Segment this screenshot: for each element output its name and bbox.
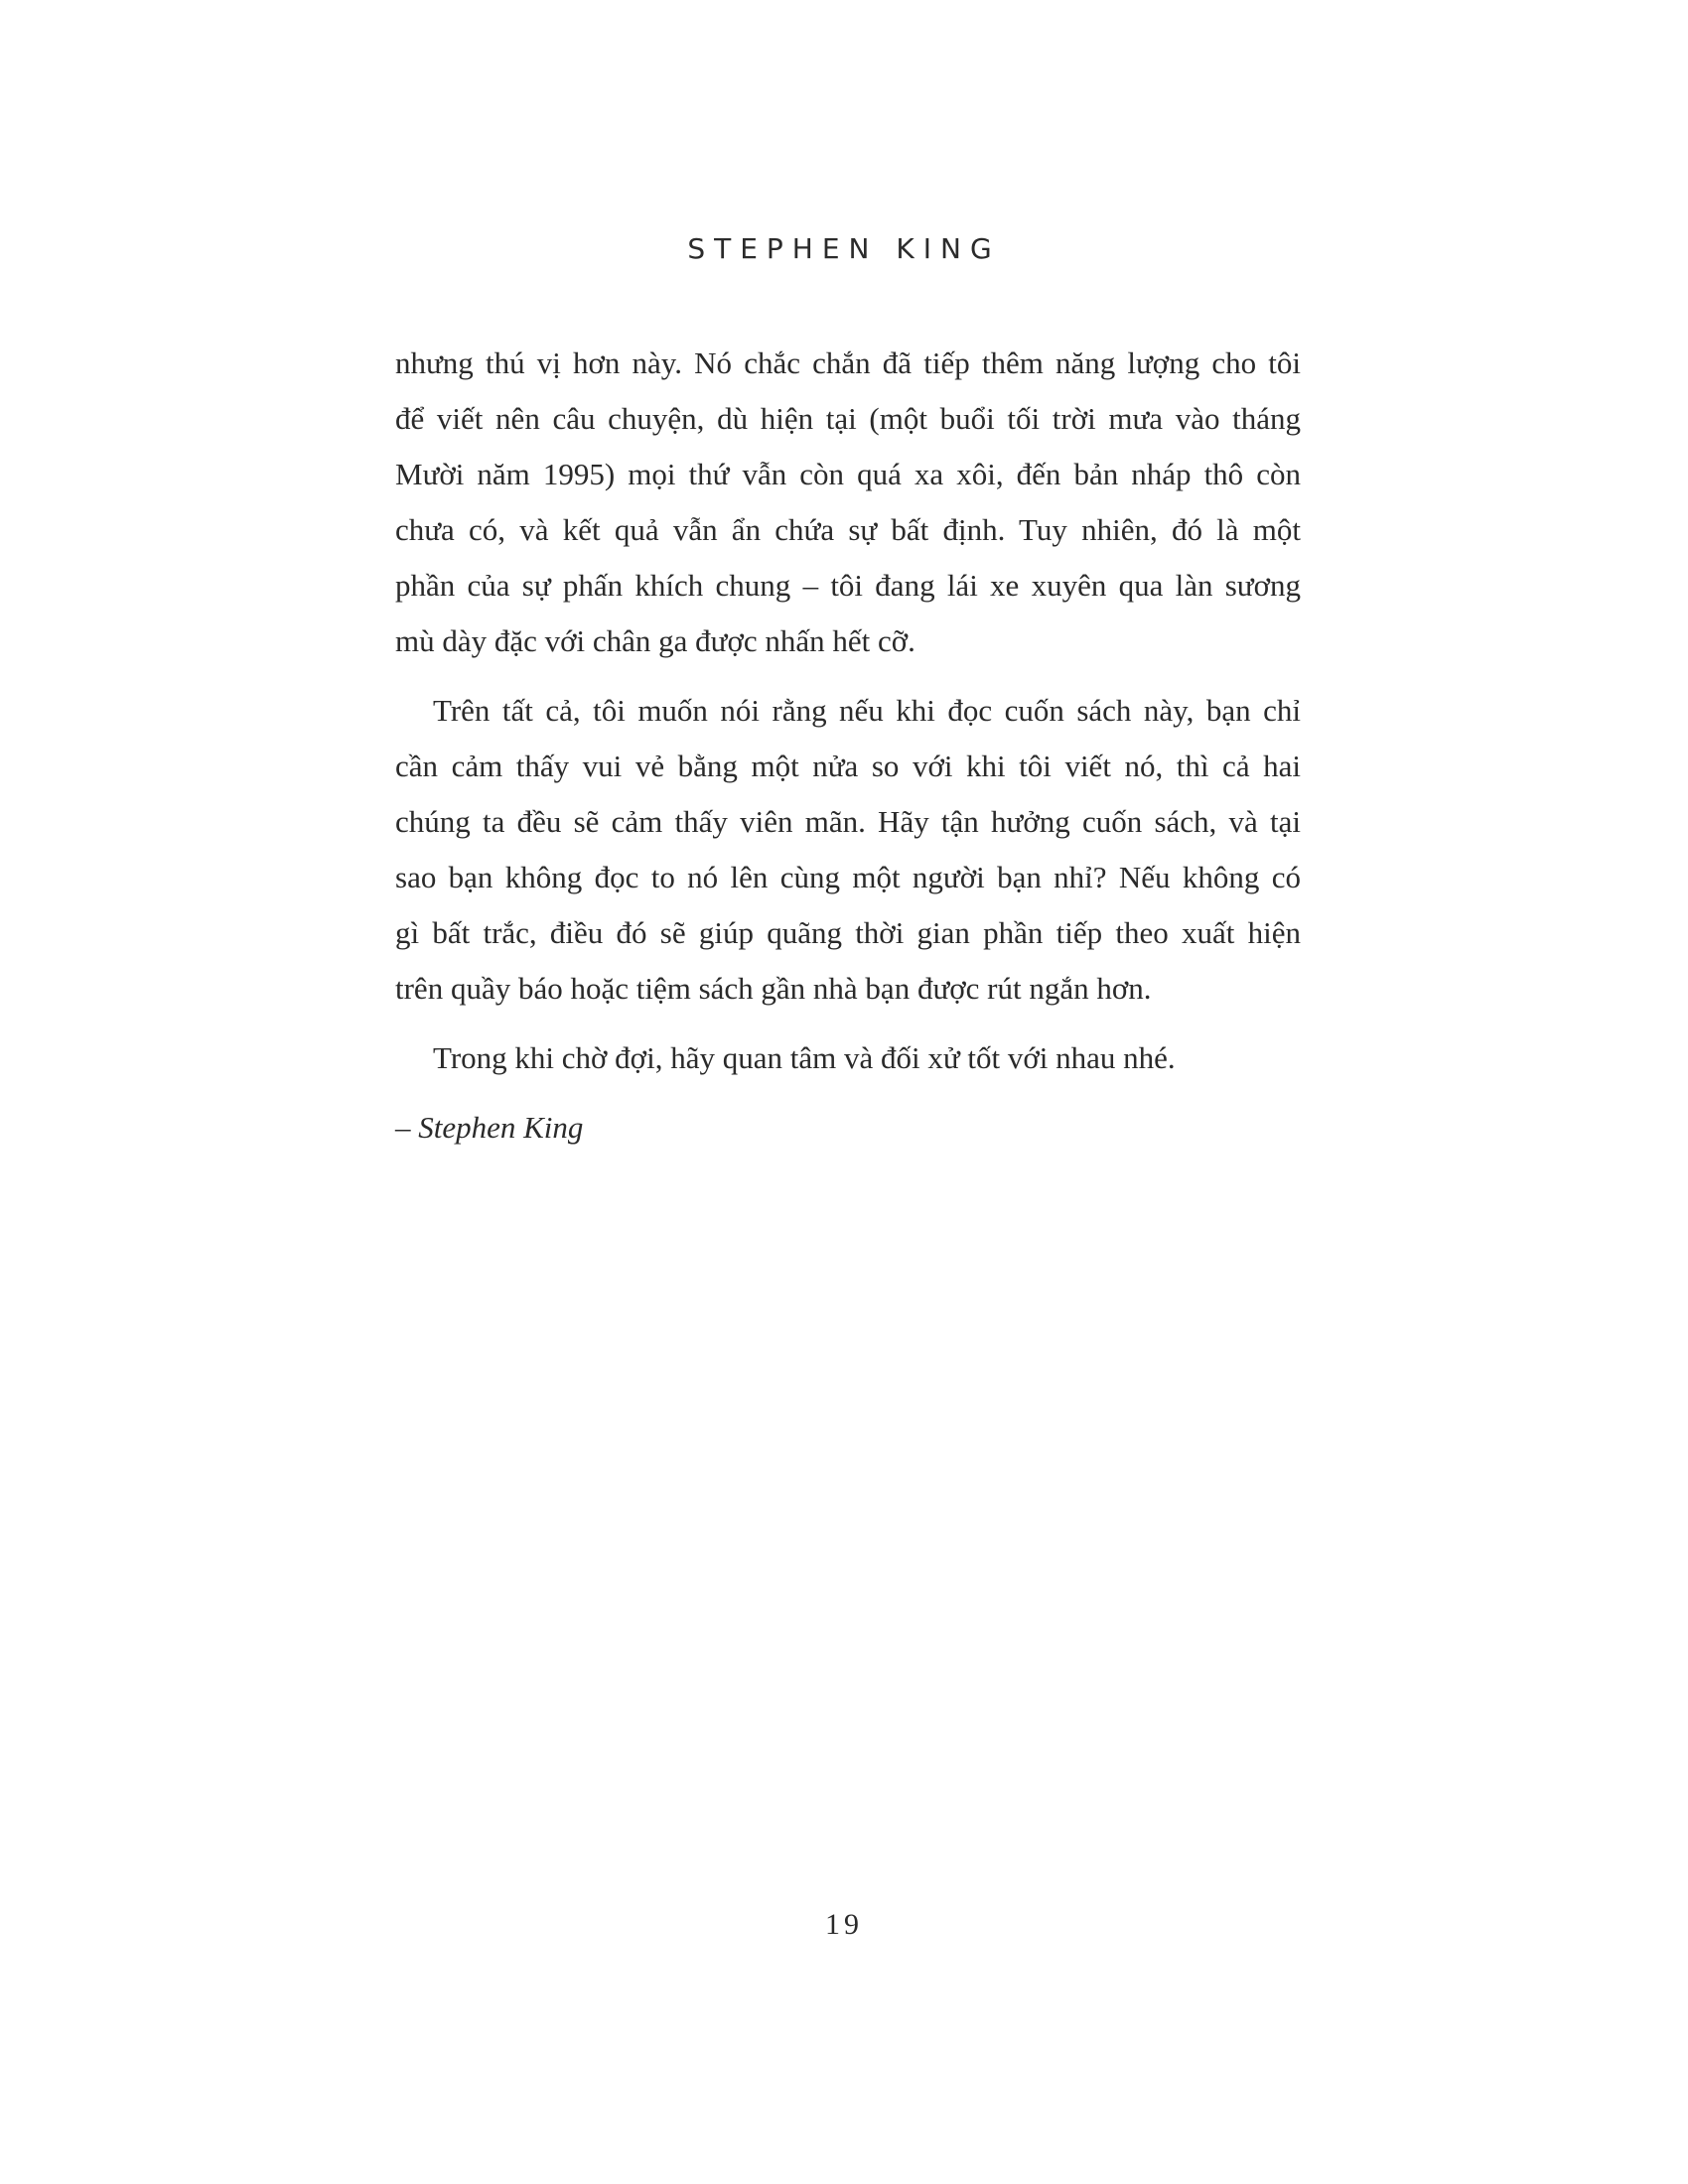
text-line: Trong khi chờ đợi, hãy quan tâm và đối xử tốt với nhau nhé.	[433, 1040, 1176, 1075]
text-line: trên quầy báo hoặc tiệm sách gần nhà bạn được rút ngắn hơn.	[395, 971, 1152, 1006]
text-line: gì bất trắc, điều đó sẽ giúp quãng thời gian phần tiếp theo xuất hiện	[395, 915, 1301, 950]
body-text	[395, 336, 1301, 1156]
page-number: 19	[825, 1908, 863, 1941]
text-line: chưa có, và kết quả vẫn ẩn chứa sự bất định. Tuy nhiên, đó là một	[395, 512, 1301, 547]
text-line: sao bạn không đọc to nó lên cùng một người bạn nhỉ? Nếu không có	[395, 860, 1301, 894]
paragraph-1	[395, 336, 1301, 669]
text-line: phần của sự phấn khích chung – tôi đang lái xe xuyên qua làn sương	[395, 568, 1301, 603]
text-line: mù dày đặc với chân ga được nhấn hết cỡ.	[395, 623, 915, 658]
text-line: để viết nên câu chuyện, dù hiện tại (một buổi tối trời mưa vào tháng	[395, 401, 1301, 436]
signature: – Stephen King	[395, 1110, 584, 1145]
running-header: STEPHEN KING	[687, 232, 1001, 265]
text-line: chúng ta đều sẽ cảm thấy viên mãn. Hãy tận hưởng cuốn sách, và tại	[395, 804, 1301, 839]
text-line: nhưng thú vị hơn này. Nó chắc chắn đã tiếp thêm năng lượng cho tôi	[395, 345, 1301, 380]
text-line: cần cảm thấy vui vẻ bằng một nửa so với khi tôi viết nó, thì cả hai	[395, 749, 1301, 783]
text-line: Trên tất cả, tôi muốn nói rằng nếu khi đọc cuốn sách này, bạn chỉ	[433, 693, 1301, 728]
paragraph-2	[395, 683, 1301, 1017]
paragraph-3	[395, 1030, 1301, 1086]
text-line: Mười năm 1995) mọi thứ vẫn còn quá xa xôi, đến bản nháp thô còn	[395, 457, 1301, 491]
